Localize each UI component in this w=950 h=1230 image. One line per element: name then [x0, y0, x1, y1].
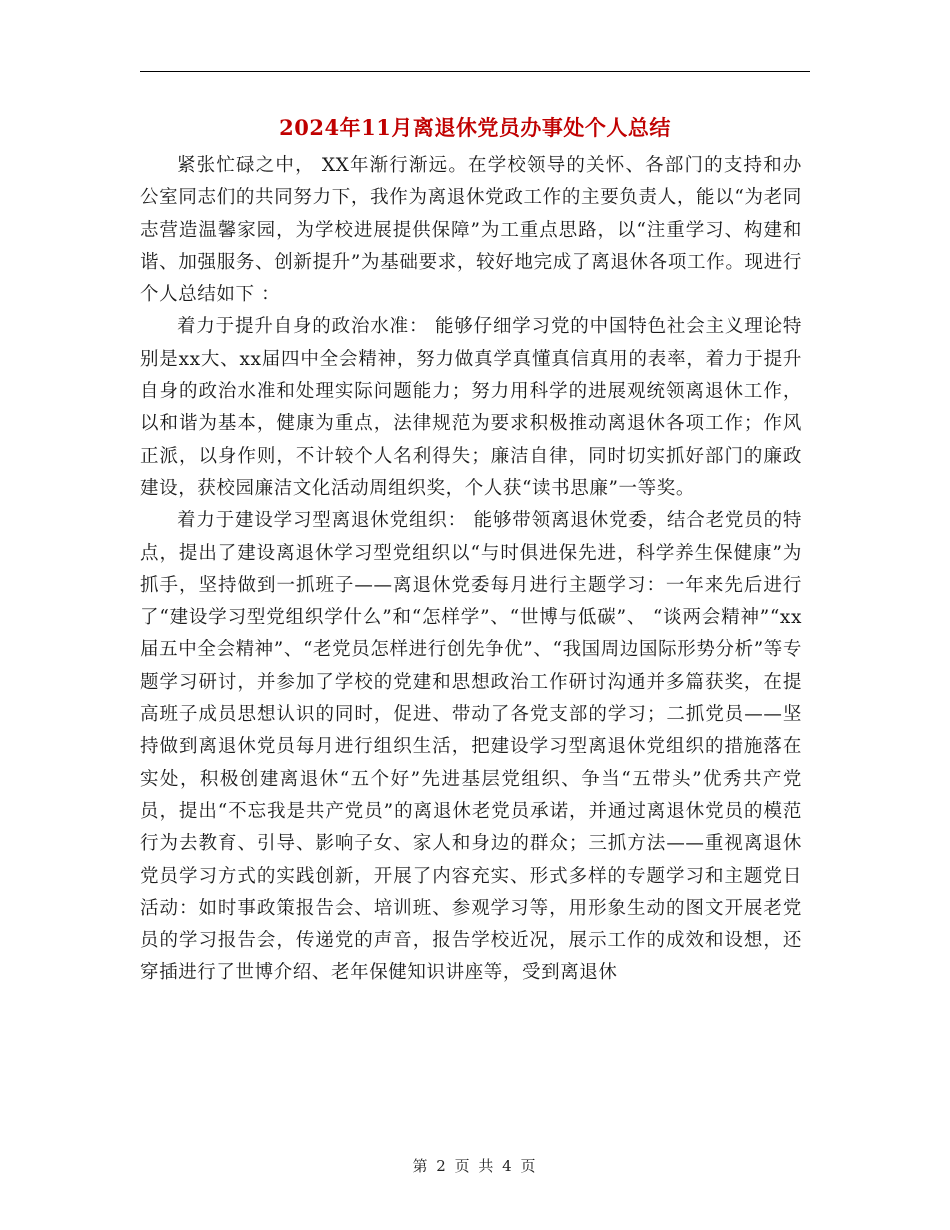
paragraph-learning-organization: 着力于建设学习型离退休党组织： 能够带领离退休党委，结合老党员的特点，提出了建设离退休学习型党组织以“与时俱进保先进，科学养生保健康”为抓手，坚持做到一抓班子——离退休党委每月进行主题学习：一年来先后进行了“建设学习型党组织学什么”和“怎样学”、“世博与低碳”、 “谈两会精神”“xx届五中全会精神”、“老党员怎样进行创先争优”、“我国周边国际形势分析”等专题学习研讨，并参加了学校的党建和思想政治工作研讨沟通并多篇获奖，在提高班子成员思想认识的同时，促进、带动了各党支部的学习；二抓党员——坚持做到离退休党员每月进行组织生活，把建设学习型离退休党组织的措施落在实处，积极创建离退休“五个好”先进基层党组织、争当“五带头”优秀共产党员，提出“不忘我是共产党员”的离退休老党员承诺，并通过离退休党员的模范行为去教育、引导、影响子女、家人和身边的群众；三抓方法——重视离退休党员学习方式的实践创新，开展了内容充实、形式多样的专题学习和主题党日活动：如时事政策报告会、培训班、参观学习等，用形象生动的图文开展老党员的学习报告会，传递党的声音，报告学校近况，展示工作的成效和设想，还穿插进行了世博介绍、老年保健知识讲座等，受到离退休: [140, 510, 802, 984]
paragraph-intro: 紧张忙碌之中， XX年渐行渐远。在学校领导的关怀、各部门的支持和办公室同志们的共同努力下，我作为离退休党政工作的主要负责人，能以“为老同志营造温馨家园，为学校进展提供保障”为工重点思路，以“注重学习、构建和谐、加强服务、创新提升”为基础要求，较好地完成了离退休各项工作。现进行个人总结如下 ：: [140, 155, 802, 306]
page-number: 第 2 页 共 4 页: [412, 1157, 538, 1175]
paragraph-political-level: 着力于提升自身的政治水准： 能够仔细学习党的中国特色社会主义理论特别是xx大、xx届四中全会精神，努力做真学真懂真信真用的表率，着力于提升自身的政治水准和处理实际问题能力；努力用科学的进展观统领离退休工作，以和谐为基本，健康为重点，法律规范为要求积极推动离退休各项工作；作风正派，以身作则，不计较个人名利得失；廉洁自律，同时切实抓好部门的廉政建设，获校园廉洁文化活动周组织奖，个人获“读书思廉”一等奖。: [140, 316, 802, 499]
header-rule: [140, 71, 810, 72]
document-body: [140, 150, 802, 990]
document-title: 2024年11月离退休党员办事处个人总结: [279, 115, 671, 140]
